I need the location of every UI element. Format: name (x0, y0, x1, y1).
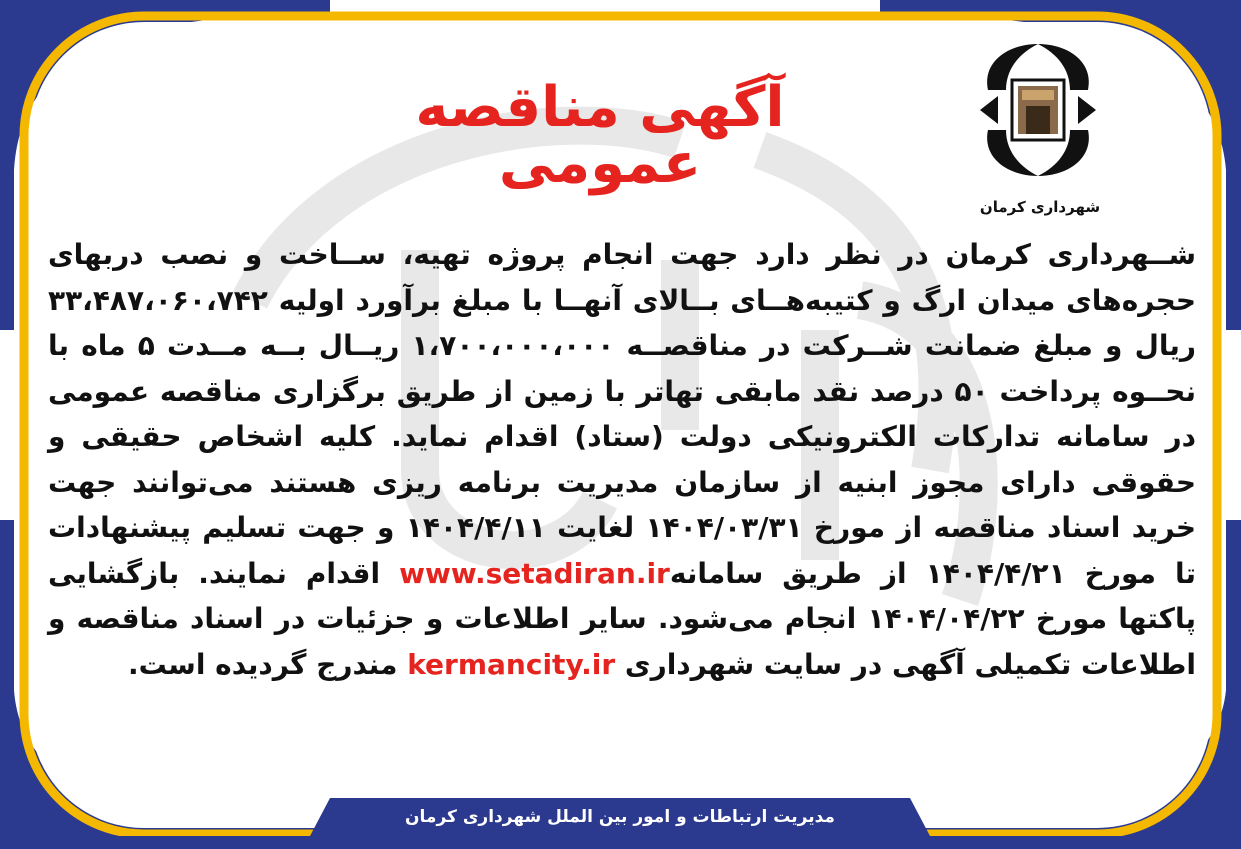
body-paragraph-1: شــهرداری کرمان در نظر دارد جهت انجام پروژه تهیه، ســاخت و نصب دربهای حجره‌های میدان ارگ و کتیبه‌هــای بــالای آنهــا با مبلغ برآورد اولیه ۳۳،۴۸۷،۰۶۰،۷۴۲ ریال و مبلغ ضمانت شــرکت در مناقصــه ۱،۷۰۰،۰۰۰،۰۰۰ ریــال بــه مــدت ۵ ماه با نحــوه پرداخت ۵۰ درصد نقد مابقی تهاتر با زمین از طریق برگزاری مناقصه عمومی در سامانه تدارکات الکترونیکی دولت (ستاد) اقدام نماید. (48, 238, 1197, 453)
notice-title: آگهی مناقصه عمومی (415, 75, 785, 196)
frame-bottom-band (0, 836, 1241, 849)
setadiran-link[interactable]: www.setadiran.ir (399, 556, 670, 590)
footer-text: مدیریت ارتباطات و امور بین الملل شهرداری کرمان (405, 807, 835, 827)
municipality-logo (978, 40, 1098, 180)
logo-caption: شهرداری کرمان (979, 198, 1101, 216)
body-paragraph-2-part-1: کلیه اشخاص حقیقی و حقوقی دارای مجوز ابنیه از سازمان مدیریت برنامه ریزی هستند می‌توانند جهت خرید اسناد مناقصه از مورخ ۱۴۰۴/۰۳/۳۱ لغایت ۱۴۰۴/۴/۱۱ و جهت تسلیم پیشنهادات تا مورخ ۱۴۰۴/۴/۲۱ از طریق سامانه (48, 420, 1196, 590)
kerman-municipality-logo-icon (978, 40, 1098, 180)
notice-body (48, 232, 1196, 687)
kermancity-link[interactable]: kermancity.ir (407, 647, 616, 681)
body-paragraph-2-part-2: اقدام نمایند. بازگشایی پاکتها مورخ ۱۴۰۴/۰۴/۲۲ انجام می‌شود. سایر اطلاعات و جزئیات در اسناد مناقصه و اطلاعات تکمیلی آگهی در سایت شهرداری (48, 556, 1196, 681)
body-paragraph-2-part-3: مندرج گردیده است. (128, 647, 408, 681)
